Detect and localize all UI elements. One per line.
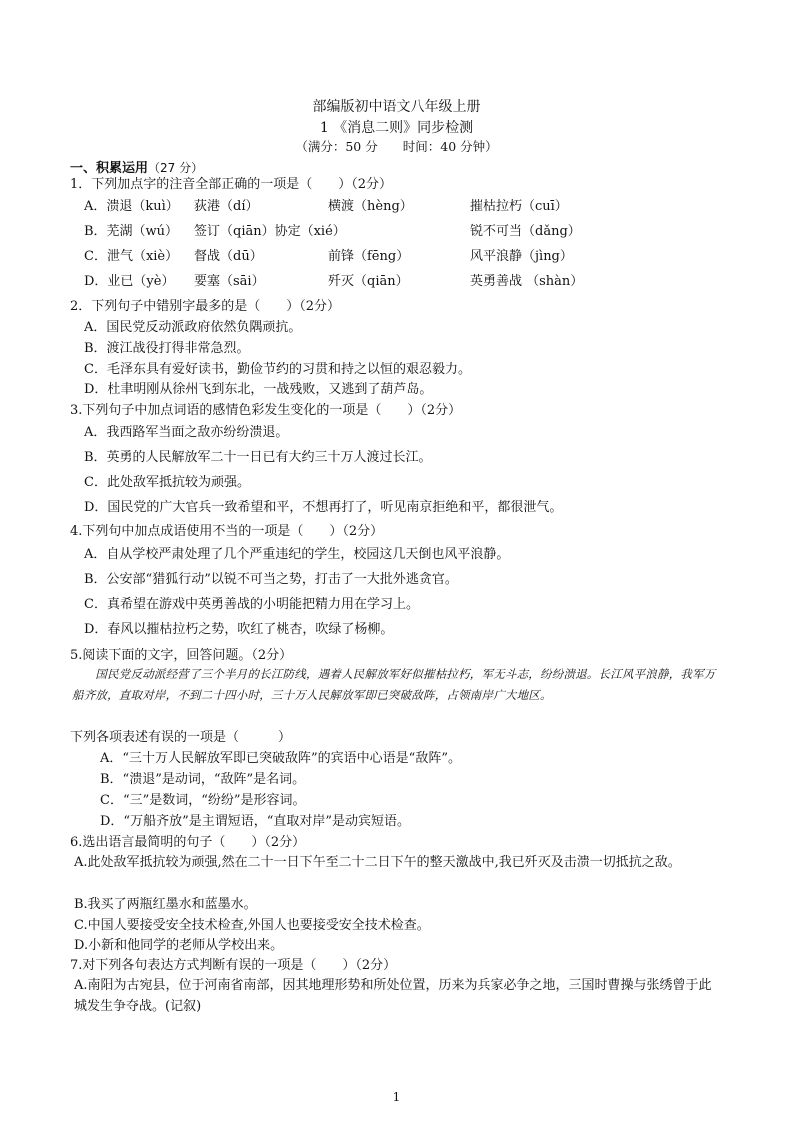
question-5-question: 下列各项表述有误的一项是（ ）: [70, 730, 292, 745]
question-1-option-a: [84, 197, 568, 217]
option-cell: 风平浪静（jìng）: [470, 249, 573, 264]
question-2-option-a: A．国民党反动派政府依然负隅顽抗。: [84, 320, 302, 335]
question-2-stem: 2．下列句子中错别字最多的是（ ）（2分）: [70, 299, 341, 314]
question-4-option-a: A．自从学校严肃处理了几个严重违纪的学生，校园这几天倒也风平浪静。: [84, 547, 510, 562]
question-5-option-b: B．“溃退”是动词，“敌阵”是名词。: [100, 772, 306, 787]
option-cell: 荻港（dí）: [194, 199, 259, 214]
question-3-stem: 3.下列句子中加点词语的感情色彩发生变化的一项是（ ）（2分）: [70, 403, 462, 418]
exam-meta: （满分：50 分 时间：40 分钟）: [295, 139, 498, 154]
option-cell: D．业已（yè）: [84, 274, 175, 289]
question-5-option-d: D．“万船齐放”是主谓短语，“直取对岸”是动宾短语。: [100, 814, 411, 829]
page-number: 1: [392, 1090, 401, 1104]
option-cell: C．泄气（xiè）: [84, 249, 179, 264]
question-3-option-a: A．我西路军当面之敌亦纷纷溃退。: [84, 425, 289, 440]
option-cell: 前锋（fēng）: [328, 249, 410, 264]
question-6-stem: 6.选出语言最简明的句子（ ）（2分）: [70, 835, 306, 850]
section-title: 一、积累运用: [70, 161, 149, 176]
section-score: （27 分）: [148, 161, 204, 175]
option-cell: 签订（qiān）协定（xié）: [194, 224, 346, 239]
question-5-option-c: C．“三”是数词，“纷纷”是形容词。: [100, 793, 306, 808]
question-2-option-c: C．毛泽东具有爱好读书，勤俭节约的习贯和持之以恒的艰忍毅力。: [84, 362, 471, 377]
document-title: 部编版初中语文八年级上册: [312, 99, 481, 115]
section-heading: [70, 157, 203, 176]
question-3-option-b: B．英勇的人民解放军二十一日已有大约三十万人渡过长江。: [84, 450, 432, 465]
question-6-option-b: B.我买了两瓶红墨水和蓝墨水。: [74, 897, 257, 912]
reading-passage: 国民党反动派经营了三个半月的长江防线，遇着人民解放军好似摧枯拉朽，军无斗志，纷纷溃退。长江风平浪静，我军万船齐放，直取对岸，不到二十四小时，三十万人民解放军即已突破敌阵，占领南岸广大地区。: [72, 667, 716, 702]
option-cell: A．溃退（kuì）: [84, 199, 179, 214]
question-6-option-d: D.小新和他同学的老师从学校出来。: [74, 938, 284, 953]
option-cell: 要塞（sāi）: [194, 274, 265, 289]
question-5-stem: 5.阅读下面的文字，回答问题。（2分）: [70, 648, 293, 663]
question-6-option-a: A.此处敌军抵抗较为顽强,然在二十一日下午至二十二日下午的整天激战中,我已歼灭及击溃一切抵抗之敌。: [74, 855, 681, 870]
question-3-option-d: D．国民党的广大官兵一致希望和平，不想再打了，听见南京拒绝和平，都很泄气。: [84, 500, 563, 515]
question-1-stem: 1．下列加点字的注音全部正确的一项是（ ）（2分）: [70, 177, 393, 192]
question-7-option-a: A.南阳为古宛县，位于河南省南部，因其地理形势和所处位置，历来为兵家必争之地，三国时曹操与张绣曾于此城发生争夺战。(记叙): [74, 978, 712, 1014]
option-cell: B．芜湖（wú）: [84, 224, 179, 239]
document-subtitle: 1 《消息二则》同步检测: [319, 120, 474, 136]
question-5-option-a: A．“三十万人民解放军即已突破敌阵”的宾语中心语是“敌阵”。: [100, 751, 461, 766]
option-cell: 英勇善战 （shàn）: [470, 274, 584, 289]
option-cell: 锐不可当（dǎng）: [470, 224, 581, 239]
question-2-option-b: B．渡江战役打得非常急烈。: [84, 341, 250, 356]
question-1-option-b: [84, 222, 581, 242]
question-2-option-d: D．杜聿明刚从徐州飞到东北，一战残败，又逃到了葫芦岛。: [84, 382, 433, 397]
question-1-option-c: [84, 247, 573, 267]
option-cell: 督战（dū）: [194, 249, 263, 264]
question-4-stem: 4.下列句中加点成语使用不当的一项是（ ）（2分）: [70, 524, 384, 539]
question-7-stem: 7.对下列各句表达方式判断有误的一项是（ ）（2分）: [70, 958, 397, 973]
question-6-option-c: C.中国人要接受安全技术检查,外国人也要接受安全技术检查。: [74, 918, 430, 933]
question-4-option-d: D．春风以摧枯拉朽之势，吹红了桃杏，吹绿了杨柳。: [84, 622, 394, 637]
question-1-option-d: [84, 272, 583, 292]
question-4-option-b: B．公安部“猎狐行动”以锐不可当之势，打击了一大批外逃贪官。: [84, 572, 458, 587]
option-cell: 横渡（hèng）: [328, 199, 413, 214]
question-3-option-c: C．此处敌军抵抗较为顽强。: [84, 475, 250, 490]
option-cell: 摧枯拉朽（cuī）: [470, 199, 568, 214]
option-cell: 歼灭（qiān）: [328, 274, 409, 289]
question-4-option-c: C．真希望在游戏中英勇善战的小明能把精力用在学习上。: [84, 597, 419, 612]
